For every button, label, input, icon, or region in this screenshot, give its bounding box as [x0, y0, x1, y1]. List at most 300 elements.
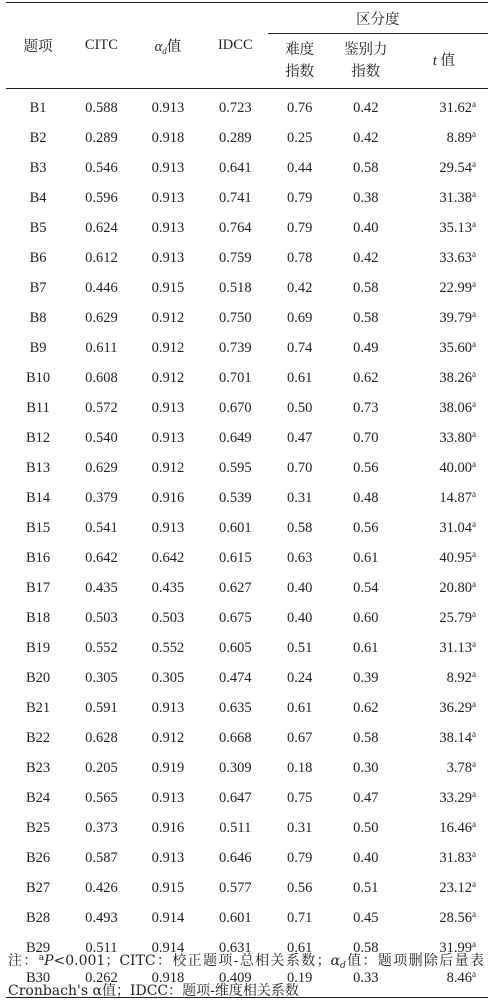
cell-t-value [400, 213, 488, 243]
cell-idcc-value: 0.595 [218, 459, 252, 476]
cell-alpha-value: 0.913 [151, 519, 185, 536]
cell-item-value: B5 [29, 219, 47, 236]
cell-discrimination [332, 603, 400, 633]
cell-alpha [133, 663, 203, 693]
significance-mark: a [472, 429, 476, 439]
cell-discrimination [332, 453, 400, 483]
note-alpha-subscript: d [340, 961, 346, 971]
cell-item [6, 123, 70, 153]
cell-t-value [400, 303, 488, 333]
cell-t-value [400, 513, 488, 543]
cell-t-value [400, 453, 488, 483]
cell-alpha-value: 0.918 [151, 129, 185, 146]
cell-citc [70, 723, 133, 753]
cell-idcc-value: 0.635 [218, 699, 252, 716]
cell-citc [70, 363, 133, 393]
cell-difficulty-value: 0.19 [287, 969, 313, 986]
cell-alpha-value: 0.918 [151, 969, 185, 986]
note-alpha-text: 值：题项删除后量表Cronbach's α值；IDCC：题项-维度相关系数 [8, 953, 485, 999]
cell-difficulty-value: 0.75 [287, 789, 313, 806]
cell-item [6, 183, 70, 213]
significance-mark: a [472, 339, 476, 349]
cell-citc [70, 633, 133, 663]
cell-citc [70, 453, 133, 483]
cell-idcc-value: 0.309 [218, 759, 252, 776]
cell-alpha [133, 813, 203, 843]
cell-discrimination-value: 0.50 [353, 819, 379, 836]
cell-difficulty-value: 0.74 [287, 339, 313, 356]
significance-mark: a [472, 849, 476, 859]
cell-item-value: B20 [25, 669, 51, 686]
cell-t-value-value: 14.87 [439, 490, 472, 506]
table-row [6, 753, 488, 783]
cell-citc-value: 0.629 [85, 459, 118, 476]
cell-idcc [203, 513, 268, 543]
cell-item [6, 89, 70, 124]
cell-item-value: B7 [29, 279, 47, 296]
cell-idcc-value: 0.605 [218, 639, 252, 656]
cell-citc-value: 0.446 [85, 279, 118, 296]
cell-item [6, 423, 70, 453]
table-row [6, 453, 488, 483]
cell-item-value: B28 [25, 909, 51, 926]
header-group-discrimination: 区分度 [268, 3, 488, 34]
cell-t-value [400, 483, 488, 513]
cell-t-value-value: 33.63 [439, 250, 472, 266]
cell-t-value [400, 363, 488, 393]
cell-t-value-value: 22.99 [439, 280, 472, 296]
cell-discrimination [332, 873, 400, 903]
cell-alpha-value: 0.913 [151, 99, 185, 116]
significance-mark: a [472, 909, 476, 919]
cell-item-value: B3 [29, 159, 47, 176]
cell-citc [70, 903, 133, 933]
cell-alpha [133, 723, 203, 753]
cell-item [6, 483, 70, 513]
cell-t-value [400, 753, 488, 783]
cell-citc [70, 243, 133, 273]
cell-discrimination [332, 123, 400, 153]
cell-alpha [133, 423, 203, 453]
cell-idcc-value: 0.668 [218, 729, 252, 746]
alpha-suffix: 值 [166, 39, 182, 55]
cell-discrimination-value: 0.40 [353, 849, 379, 866]
header-difficulty [268, 34, 332, 89]
cell-discrimination [332, 153, 400, 183]
cell-t-value [400, 903, 488, 933]
cell-discrimination-value: 0.42 [353, 129, 379, 146]
significance-mark: a [472, 549, 476, 559]
cell-t-value-value: 23.12 [439, 880, 472, 896]
cell-citc [70, 513, 133, 543]
cell-discrimination-value: 0.60 [353, 609, 379, 626]
cell-citc-value: 0.642 [85, 549, 118, 566]
cell-item [6, 783, 70, 813]
significance-mark: a [472, 489, 476, 499]
table-row [6, 543, 488, 573]
cell-t-value [400, 423, 488, 453]
cell-discrimination-value: 0.70 [353, 429, 379, 446]
cell-alpha [133, 483, 203, 513]
cell-t-value [400, 89, 488, 124]
cell-discrimination [332, 903, 400, 933]
cell-difficulty [268, 153, 332, 183]
cell-citc [70, 543, 133, 573]
cell-alpha-value: 0.914 [151, 939, 185, 956]
table-row [6, 633, 488, 663]
cell-citc-value: 0.541 [85, 519, 118, 536]
cell-idcc-value: 0.627 [218, 579, 252, 596]
cell-t-value-value: 8.89 [446, 130, 472, 146]
significance-mark: a [472, 789, 476, 799]
cell-difficulty [268, 423, 332, 453]
cell-alpha-value: 0.642 [151, 549, 185, 566]
cell-t-value [400, 813, 488, 843]
table-row [6, 663, 488, 693]
cell-alpha-value: 0.552 [151, 639, 185, 656]
cell-difficulty [268, 753, 332, 783]
cell-t-value [400, 783, 488, 813]
cell-discrimination [332, 543, 400, 573]
cell-alpha [133, 303, 203, 333]
table-row [6, 723, 488, 753]
cell-idcc [203, 393, 268, 423]
table-row [6, 393, 488, 423]
cell-item [6, 513, 70, 543]
cell-alpha [133, 153, 203, 183]
cell-idcc-value: 0.739 [218, 339, 252, 356]
cell-citc-value: 0.552 [85, 639, 118, 656]
cell-t-value [400, 543, 488, 573]
cell-citc-value: 0.205 [85, 759, 118, 776]
note-p-symbol: P [44, 953, 54, 969]
cell-item-value: B30 [25, 969, 51, 986]
cell-alpha [133, 543, 203, 573]
cell-difficulty [268, 303, 332, 333]
cell-alpha [133, 783, 203, 813]
cell-difficulty-value: 0.79 [287, 189, 313, 206]
cell-item-value: B8 [29, 309, 47, 326]
significance-mark: a [472, 729, 476, 739]
difficulty-line2: 指数 [285, 64, 315, 80]
cell-alpha-value: 0.913 [151, 789, 185, 806]
significance-mark: a [472, 309, 476, 319]
cell-difficulty-value: 0.70 [287, 459, 313, 476]
cell-t-value-value: 28.56 [439, 910, 472, 926]
cell-alpha-value: 0.913 [151, 159, 185, 176]
cell-discrimination-value: 0.49 [353, 339, 379, 356]
cell-discrimination [332, 693, 400, 723]
cell-citc-value: 0.435 [85, 579, 118, 596]
cell-item-value: B9 [29, 339, 47, 356]
alpha-subscript: d [162, 46, 167, 56]
cell-idcc-value: 0.518 [218, 279, 252, 296]
cell-difficulty-value: 0.58 [287, 519, 313, 536]
cell-difficulty [268, 453, 332, 483]
cell-alpha-value: 0.305 [151, 669, 185, 686]
table-row [6, 273, 488, 303]
cell-idcc [203, 573, 268, 603]
cell-citc [70, 783, 133, 813]
cell-t-value-value: 35.13 [439, 220, 472, 236]
cell-difficulty [268, 813, 332, 843]
table-row [6, 213, 488, 243]
cell-item [6, 273, 70, 303]
cell-citc [70, 153, 133, 183]
cell-item [6, 153, 70, 183]
cell-discrimination [332, 183, 400, 213]
cell-citc-value: 0.588 [85, 99, 118, 116]
cell-citc [70, 423, 133, 453]
cell-citc-value: 0.629 [85, 309, 118, 326]
cell-t-value-value: 25.79 [439, 610, 472, 626]
cell-idcc [203, 543, 268, 573]
cell-discrimination [332, 89, 400, 124]
cell-t-value-value: 38.06 [439, 400, 472, 416]
cell-item [6, 543, 70, 573]
cell-item-value: B6 [29, 249, 47, 266]
cell-t-value [400, 693, 488, 723]
table-row [6, 873, 488, 903]
cell-discrimination-value: 0.42 [353, 249, 379, 266]
cell-item-value: B1 [29, 99, 47, 116]
cell-alpha [133, 603, 203, 633]
header-discrimination-index [332, 34, 400, 89]
significance-mark: a [472, 819, 476, 829]
cell-difficulty [268, 573, 332, 603]
cell-discrimination [332, 513, 400, 543]
cell-item-value: B22 [25, 729, 51, 746]
cell-alpha [133, 363, 203, 393]
t-suffix: 值 [436, 53, 455, 69]
table-row [6, 243, 488, 273]
cell-idcc [203, 663, 268, 693]
cell-citc-value: 0.591 [85, 699, 118, 716]
cell-discrimination-value: 0.58 [353, 729, 379, 746]
cell-idcc [203, 333, 268, 363]
cell-t-value [400, 393, 488, 423]
cell-t-value-value: 31.13 [439, 640, 472, 656]
cell-t-value [400, 243, 488, 273]
cell-t-value-value: 38.26 [439, 370, 472, 386]
t-symbol: t [432, 53, 437, 69]
table-note [8, 946, 484, 1004]
cell-citc-value: 0.628 [85, 729, 118, 746]
cell-discrimination [332, 423, 400, 453]
cell-citc [70, 813, 133, 843]
cell-t-value [400, 663, 488, 693]
significance-mark: a [472, 219, 476, 229]
cell-citc-value: 0.612 [85, 249, 118, 266]
cell-idcc-value: 0.474 [218, 669, 252, 686]
cell-idcc-value: 0.750 [218, 309, 252, 326]
cell-citc [70, 393, 133, 423]
cell-item-value: B24 [25, 789, 51, 806]
cell-difficulty-value: 0.76 [287, 99, 313, 116]
cell-citc [70, 183, 133, 213]
cell-idcc [203, 753, 268, 783]
cell-t-value-value: 16.46 [439, 820, 472, 836]
cell-citc [70, 483, 133, 513]
cell-discrimination-value: 0.58 [353, 159, 379, 176]
cell-difficulty-value: 0.24 [287, 669, 313, 686]
cell-difficulty-value: 0.78 [287, 249, 313, 266]
cell-idcc [203, 903, 268, 933]
cell-t-value-value: 29.54 [439, 160, 472, 176]
cell-difficulty-value: 0.63 [287, 549, 313, 566]
cell-difficulty-value: 0.40 [287, 579, 313, 596]
significance-mark: a [472, 399, 476, 409]
cell-alpha-value: 0.916 [151, 819, 185, 836]
cell-idcc [203, 633, 268, 663]
cell-item-value: B25 [25, 819, 51, 836]
cell-idcc [203, 873, 268, 903]
cell-alpha-value: 0.914 [151, 909, 185, 926]
cell-citc-value: 0.305 [85, 669, 118, 686]
cell-item-value: B12 [25, 429, 51, 446]
significance-mark: a [472, 699, 476, 709]
item-analysis-table [6, 2, 488, 998]
table-row [6, 333, 488, 363]
cell-t-value [400, 573, 488, 603]
cell-citc [70, 89, 133, 124]
header-alpha [133, 3, 203, 89]
cell-difficulty [268, 843, 332, 873]
cell-t-value-value: 20.80 [439, 580, 472, 596]
cell-difficulty [268, 543, 332, 573]
cell-idcc [203, 89, 268, 124]
cell-idcc-value: 0.741 [218, 189, 252, 206]
cell-item [6, 873, 70, 903]
cell-discrimination-value: 0.56 [353, 519, 379, 536]
cell-discrimination [332, 633, 400, 663]
cell-item [6, 813, 70, 843]
cell-difficulty [268, 663, 332, 693]
cell-difficulty [268, 183, 332, 213]
cell-difficulty [268, 903, 332, 933]
table-row [6, 783, 488, 813]
cell-discrimination [332, 333, 400, 363]
cell-discrimination [332, 483, 400, 513]
cell-alpha-value: 0.913 [151, 429, 185, 446]
cell-discrimination [332, 393, 400, 423]
cell-discrimination-value: 0.58 [353, 309, 379, 326]
cell-citc-value: 0.262 [85, 969, 118, 986]
cell-alpha-value: 0.919 [151, 759, 185, 776]
table-row [6, 89, 488, 124]
cell-alpha-value: 0.435 [151, 579, 185, 596]
cell-alpha-value: 0.913 [151, 249, 185, 266]
cell-item [6, 693, 70, 723]
cell-citc-value: 0.546 [85, 159, 118, 176]
cell-alpha-value: 0.915 [151, 279, 185, 296]
cell-item [6, 573, 70, 603]
cell-t-value-value: 31.83 [439, 850, 472, 866]
cell-discrimination [332, 363, 400, 393]
cell-t-value [400, 333, 488, 363]
cell-citc-value: 0.611 [85, 339, 118, 356]
cell-difficulty [268, 123, 332, 153]
cell-item [6, 363, 70, 393]
cell-item-value: B4 [29, 189, 47, 206]
cell-alpha [133, 753, 203, 783]
cell-item-value: B2 [29, 129, 47, 146]
cell-discrimination-value: 0.40 [353, 219, 379, 236]
cell-item-value: B15 [25, 519, 51, 536]
significance-mark: a [472, 609, 476, 619]
cell-citc [70, 693, 133, 723]
cell-item-value: B14 [25, 489, 51, 506]
cell-t-value [400, 843, 488, 873]
cell-item [6, 393, 70, 423]
cell-alpha [133, 873, 203, 903]
cell-discrimination [332, 723, 400, 753]
cell-discrimination [332, 663, 400, 693]
cell-t-value [400, 123, 488, 153]
cell-item-value: B10 [25, 369, 51, 386]
cell-t-value-value: 31.62 [439, 100, 472, 116]
cell-t-value [400, 723, 488, 753]
cell-item [6, 303, 70, 333]
cell-alpha [133, 393, 203, 423]
cell-idcc-value: 0.601 [218, 909, 252, 926]
cell-idcc-value: 0.646 [218, 849, 252, 866]
cell-discrimination-value: 0.47 [353, 789, 379, 806]
cell-t-value-value: 35.60 [439, 340, 472, 356]
cell-difficulty-value: 0.31 [287, 489, 313, 506]
significance-mark: a [472, 249, 476, 259]
cell-item [6, 213, 70, 243]
cell-citc [70, 273, 133, 303]
cell-idcc [203, 273, 268, 303]
cell-citc-value: 0.572 [85, 399, 118, 416]
table-row [6, 423, 488, 453]
cell-difficulty-value: 0.31 [287, 819, 313, 836]
cell-t-value [400, 873, 488, 903]
cell-alpha [133, 243, 203, 273]
cell-citc [70, 333, 133, 363]
cell-citc-value: 0.624 [85, 219, 118, 236]
cell-idcc [203, 303, 268, 333]
cell-item-value: B16 [25, 549, 51, 566]
table-row [6, 183, 488, 213]
significance-mark: a [472, 99, 476, 109]
cell-item [6, 903, 70, 933]
table-row [6, 573, 488, 603]
cell-difficulty-value: 0.79 [287, 849, 313, 866]
cell-idcc-value: 0.764 [218, 219, 252, 236]
cell-item-value: B29 [25, 939, 51, 956]
cell-citc [70, 753, 133, 783]
cell-citc-value: 0.596 [85, 189, 118, 206]
cell-difficulty [268, 723, 332, 753]
note-p-text: <0.001；CITC：校正题项-总相关系数； [53, 953, 331, 969]
cell-alpha [133, 273, 203, 303]
cell-idcc-value: 0.641 [218, 159, 252, 176]
cell-citc-value: 0.540 [85, 429, 118, 446]
cell-citc-value: 0.587 [85, 849, 118, 866]
cell-t-value-value: 3.78 [446, 760, 472, 776]
cell-idcc-value: 0.289 [218, 129, 252, 146]
cell-discrimination-value: 0.51 [353, 879, 379, 896]
cell-difficulty-value: 0.56 [287, 879, 313, 896]
note-alpha-symbol: α [330, 953, 341, 969]
cell-discrimination [332, 753, 400, 783]
cell-difficulty-value: 0.67 [287, 729, 313, 746]
cell-discrimination-value: 0.61 [353, 549, 379, 566]
table-row [6, 513, 488, 543]
cell-discrimination-value: 0.38 [353, 189, 379, 206]
